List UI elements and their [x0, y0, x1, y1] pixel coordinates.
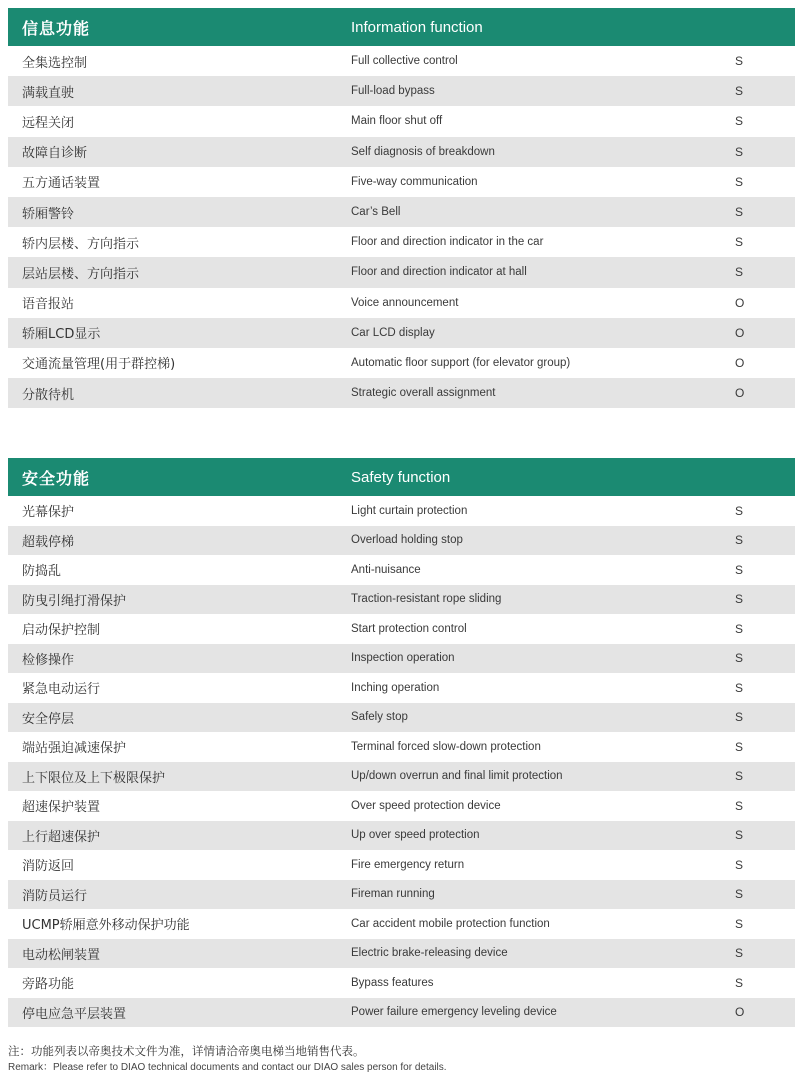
function-name-zh: 轿内层楼、方向指示: [22, 236, 140, 252]
function-name-en: Strategic overall assignment: [351, 387, 496, 400]
function-name-en: Full collective control: [351, 55, 458, 68]
section-title-zh: 安全功能: [22, 468, 91, 488]
availability-value: S: [735, 680, 744, 695]
function-name-zh: 超速保护装置: [22, 800, 101, 816]
table-row: [8, 821, 795, 851]
function-name-zh: 轿厢警铃: [22, 206, 75, 222]
table-row: [8, 791, 795, 821]
information-function-table: [8, 8, 795, 408]
function-name-zh: 交通流量管理(用于群控梯): [22, 357, 176, 373]
availability-value: S: [735, 975, 744, 990]
table-row: [8, 585, 795, 615]
availability-value: S: [735, 621, 744, 636]
function-name-en: Anti-nuisance: [351, 563, 421, 576]
function-name-en: Inching operation: [351, 681, 440, 694]
function-name-en: Voice announcement: [351, 296, 459, 309]
table-row: [8, 998, 795, 1028]
table-row: [8, 496, 795, 526]
function-name-en: Main floor shut off: [351, 115, 443, 128]
availability-value: O: [735, 295, 745, 310]
table-row: [8, 968, 795, 998]
safety-function-header: [8, 458, 795, 496]
function-name-zh: 旁路功能: [22, 977, 75, 993]
footnote-en: Remark：Please refer to DIAO technical documents and contact our DIAO sales person for details.: [8, 1062, 447, 1073]
function-name-en: Car’s Bell: [351, 206, 401, 219]
availability-value: S: [735, 916, 744, 931]
availability-value: S: [735, 592, 744, 607]
function-name-zh: 故障自诊断: [22, 146, 88, 162]
information-function-header: [8, 8, 795, 46]
availability-value: S: [735, 857, 744, 872]
table-row: [8, 909, 795, 939]
availability-value: S: [735, 946, 744, 961]
function-name-zh: 分散待机: [22, 387, 75, 403]
function-name-en: Floor and direction indicator in the car: [351, 236, 544, 249]
table-row: [8, 288, 795, 318]
availability-value: S: [735, 54, 744, 69]
function-name-en: Up/down overrun and final limit protection: [351, 770, 563, 783]
table-row: [8, 378, 795, 408]
availability-value: S: [735, 828, 744, 843]
function-name-zh: 五方通话装置: [22, 176, 101, 192]
function-name-zh: 防曳引绳打滑保护: [22, 593, 127, 609]
availability-value: O: [735, 386, 745, 401]
availability-value: S: [735, 174, 744, 189]
function-name-zh: 检修操作: [22, 652, 75, 668]
table-row: [8, 257, 795, 287]
table-row: [8, 197, 795, 227]
footnote: [8, 1043, 798, 1075]
table-row: [8, 318, 795, 348]
function-name-en: Full-load bypass: [351, 85, 435, 98]
availability-value: S: [735, 205, 744, 220]
availability-value: S: [735, 503, 744, 518]
availability-value: O: [735, 325, 745, 340]
function-name-en: Power failure emergency leveling device: [351, 1006, 557, 1019]
table-row: [8, 644, 795, 674]
section-title-en: Safety function: [351, 468, 451, 486]
function-name-en: Car accident mobile protection function: [351, 917, 550, 930]
availability-value: S: [735, 114, 744, 129]
table-row: [8, 167, 795, 197]
function-name-en: Self diagnosis of breakdown: [351, 145, 495, 158]
function-name-en: Bypass features: [351, 976, 434, 989]
table-row: [8, 673, 795, 703]
function-name-zh: 安全停层: [22, 711, 75, 727]
availability-value: S: [735, 235, 744, 250]
function-name-zh: 紧急电动运行: [22, 682, 101, 698]
function-name-zh: 消防员运行: [22, 888, 88, 904]
availability-value: S: [735, 739, 744, 754]
safety-function-rows: [8, 496, 795, 1027]
availability-value: O: [735, 1005, 745, 1020]
table-row: [8, 227, 795, 257]
availability-value: S: [735, 710, 744, 725]
function-name-en: Up over speed protection: [351, 829, 480, 842]
function-name-zh: 电动松闸装置: [22, 947, 101, 963]
function-name-en: Light curtain protection: [351, 504, 468, 517]
table-row: [8, 555, 795, 585]
availability-value: S: [735, 144, 744, 159]
availability-value: S: [735, 84, 744, 99]
availability-value: O: [735, 355, 745, 370]
function-name-en: Terminal forced slow-down protection: [351, 740, 541, 753]
function-name-zh: 启动保护控制: [22, 623, 101, 639]
table-row: [8, 850, 795, 880]
function-name-en: Start protection control: [351, 622, 467, 635]
availability-value: S: [735, 562, 744, 577]
table-row: [8, 76, 795, 106]
table-row: [8, 46, 795, 76]
section-title-en: Information function: [351, 18, 483, 36]
table-row: [8, 762, 795, 792]
safety-function-table: [8, 458, 795, 1027]
availability-value: S: [735, 798, 744, 813]
function-name-zh: 语音报站: [22, 297, 75, 313]
function-name-en: Floor and direction indicator at hall: [351, 266, 527, 279]
table-row: [8, 939, 795, 969]
table-row: [8, 614, 795, 644]
function-name-en: Inspection operation: [351, 652, 455, 665]
function-name-en: Traction-resistant rope sliding: [351, 593, 502, 606]
function-name-en: Five-way communication: [351, 175, 478, 188]
availability-value: S: [735, 265, 744, 280]
function-name-zh: 层站层楼、方向指示: [22, 266, 140, 282]
function-name-zh: 上下限位及上下极限保护: [22, 770, 166, 786]
table-row: [8, 526, 795, 556]
function-name-en: Electric brake-releasing device: [351, 947, 508, 960]
function-name-zh: 远程关闭: [22, 115, 75, 131]
table-row: [8, 137, 795, 167]
function-name-en: Car LCD display: [351, 326, 435, 339]
function-name-en: Automatic floor support (for elevator group): [351, 356, 571, 369]
table-row: [8, 703, 795, 733]
function-name-en: Safely stop: [351, 711, 408, 724]
function-name-en: Overload holding stop: [351, 534, 463, 547]
function-name-zh: 光幕保护: [22, 505, 75, 521]
table-row: [8, 106, 795, 136]
function-name-zh: UCMP轿厢意外移动保护功能: [22, 918, 190, 934]
function-name-zh: 消防返回: [22, 859, 75, 875]
section-title-zh: 信息功能: [22, 18, 91, 38]
function-name-zh: 上行超速保护: [22, 829, 101, 845]
function-name-en: Over speed protection device: [351, 799, 501, 812]
function-name-zh: 防捣乱: [22, 564, 62, 580]
table-row: [8, 348, 795, 378]
availability-value: S: [735, 769, 744, 784]
footnote-zh: 注：功能列表以帝奥技术文件为准，详情请洽帝奥电梯当地销售代表。: [8, 1044, 365, 1058]
availability-value: S: [735, 887, 744, 902]
function-name-zh: 超载停梯: [22, 534, 75, 550]
function-name-zh: 全集选控制: [22, 55, 88, 71]
table-row: [8, 880, 795, 910]
function-name-en: Fireman running: [351, 888, 435, 901]
table-row: [8, 732, 795, 762]
function-name-en: Fire emergency return: [351, 858, 465, 871]
availability-value: S: [735, 651, 744, 666]
function-name-zh: 端站强迫减速保护: [22, 741, 127, 757]
information-function-rows: [8, 46, 795, 408]
function-name-zh: 满载直驶: [22, 85, 75, 101]
function-name-zh: 停电应急平层装置: [22, 1006, 127, 1022]
availability-value: S: [735, 533, 744, 548]
function-name-zh: 轿厢LCD显示: [22, 327, 101, 343]
